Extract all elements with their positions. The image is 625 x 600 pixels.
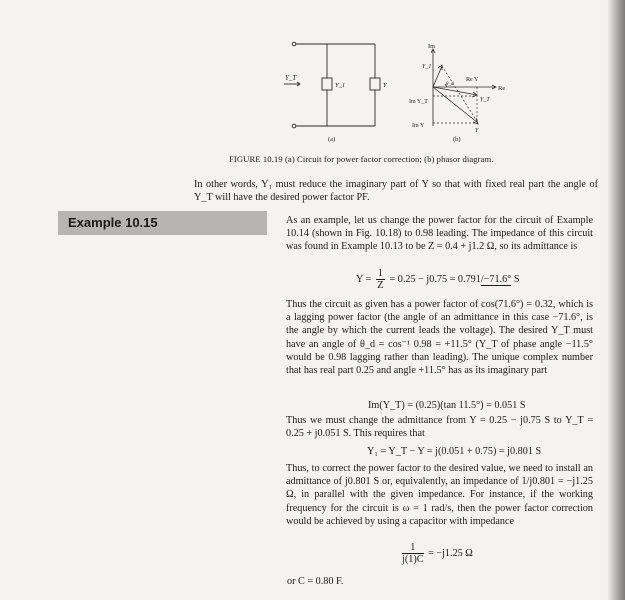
yt-phasor-label: Y_T [480, 97, 490, 103]
eq1-fraction [376, 268, 385, 291]
eq1-unit: S [511, 273, 520, 285]
im-y-label: Im Y [412, 123, 425, 129]
eq4-fraction [402, 542, 424, 565]
page-edge-shadow [607, 0, 625, 600]
eq1-angle: /−71.6° [480, 273, 512, 285]
phasor-construction-lines [433, 66, 478, 123]
subfigure-b-label: (b) [453, 136, 461, 143]
eq1-rhs: = 0.25 − j0.75 = 0.791 [389, 273, 481, 285]
figure-10-19 [270, 38, 520, 156]
paragraph-1: As an example, let us change the power factor for the circuit of Example 10.14 (shown in Fig. 10.18) to 0.98 leading. The impedance of this circuit was found in Example 10.13 to be Z = 0.4 + j1.2 Ω, so its admittance is [286, 215, 593, 253]
y-element-label: Y [383, 82, 387, 89]
paragraph-4: Thus, to correct the power factor to the desired value, we need to install an admittance of j0.801 S or, equivalently, an impedance of 1/j0.801 = −j1.25 Ω, in parallel with the given impedance. For instance, if the working frequency for the circuit is ω = 1 rad/s, then the power factor correction would be achieved by using a capacitor with impedance [286, 463, 593, 527]
intro-paragraph: In other words, Y₁ must reduce the imaginary part of Y so that with fixed real part the angle of Y_T will have the desired power factor PF. [194, 179, 598, 204]
eq1-numerator: 1 [377, 268, 383, 279]
y1-element-label: Y_1 [335, 82, 346, 89]
y-phasor-label: Y [475, 128, 479, 134]
circuit-diagram [284, 42, 380, 128]
y1-phasor-label: Y_1 [422, 64, 432, 70]
example-title: Example 10.15 [68, 215, 158, 230]
eq4-numerator: 1 [402, 542, 424, 554]
phasor-diagram [431, 49, 496, 126]
paragraph-3: Thus we must change the admittance from Y = 0.25 − j0.75 S to Y_T = 0.25 + j0.051 S. This requires that [286, 415, 593, 440]
im-axis-label: Im [428, 43, 436, 50]
equation-im-yt: Im(Y_T) = (0.25)(tan 11.5°) = 0.051 S [368, 400, 526, 411]
equation-admittance [356, 268, 520, 291]
figure-caption: FIGURE 10.19 (a) Circuit for power factor correction; (b) phasor diagram. [229, 154, 494, 164]
re-axis-label: Re [498, 85, 506, 92]
re-y-label: Re Y [466, 77, 479, 83]
eq4-rhs: = −j1.25 Ω [428, 547, 473, 559]
paragraph-2: Thus the circuit as given has a power factor of cos(71.6°) = 0.32, which is a lagging power factor (the angle of an admittance in this case −71.6°, is the angle by which the current leads the voltage). The desired Y_T must have an angle of θ_d = cos⁻¹ 0.98 = +11.5° (Y_T of phase angle −11.5° would be 0.98 lagging rather than leading). The unique complex number that has real part 0.25 and angle +11.5° has as its imaginary part [286, 299, 593, 377]
equation-y1: Y₁ = Y_T − Y = j(0.051 + 0.75) = j0.801 S [367, 446, 542, 457]
eq4-denominator: j(1)C [402, 554, 424, 565]
yt-current-label: Y_T [285, 74, 297, 82]
eq1-lhs: Y = [356, 273, 372, 285]
theta-d-label: θ_d [446, 82, 454, 87]
paragraph-5: or C = 0.80 F. [287, 576, 344, 587]
im-yt-label: Im Y_T [409, 99, 428, 105]
subfigure-a-label: (a) [328, 136, 336, 143]
eq1-denominator: Z [377, 280, 384, 291]
equation-capacitor [400, 542, 473, 565]
